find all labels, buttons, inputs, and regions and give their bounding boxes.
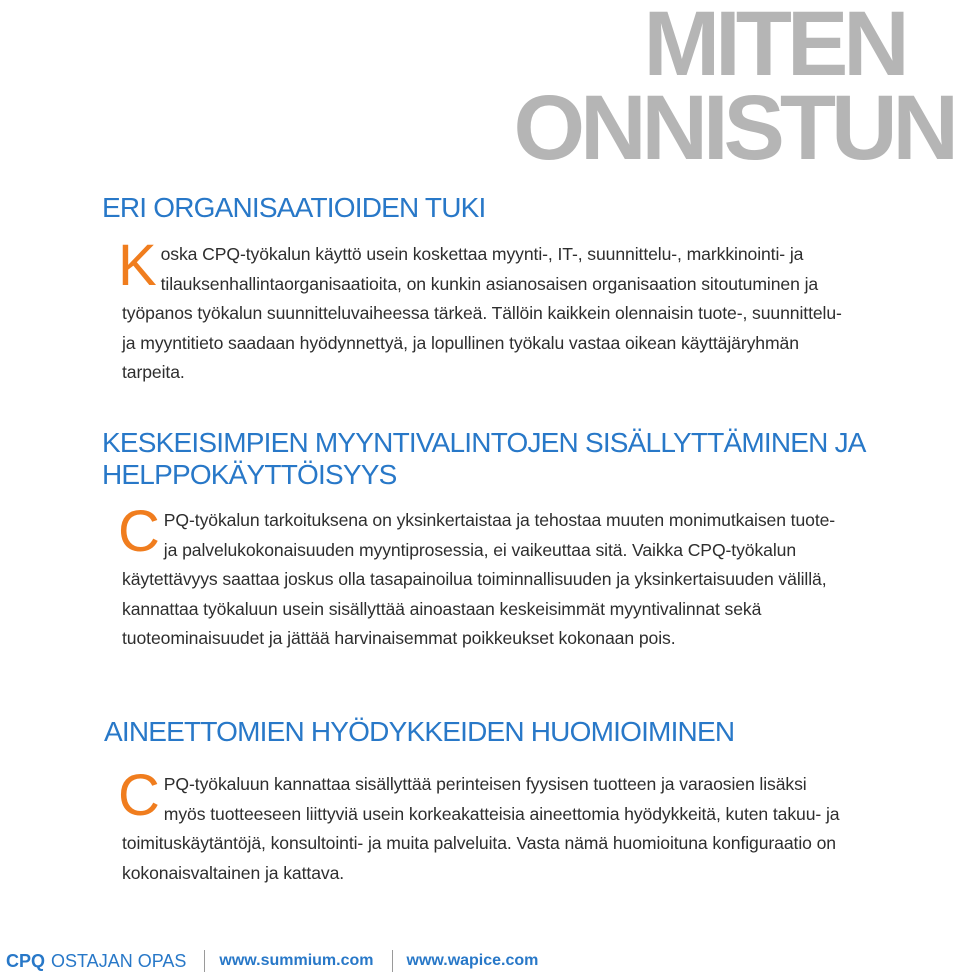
section-body-intangibles bbox=[118, 763, 842, 888]
section-body-organizations bbox=[118, 233, 842, 388]
footer-brand: CPQ bbox=[6, 950, 46, 971]
section-heading-sales-choices bbox=[102, 427, 866, 491]
footer-guide-title: OSTAJAN OPAS bbox=[51, 950, 187, 971]
section-heading-intangibles: AINEETTOMIEN HYÖDYKKEIDEN HUOMIOIMINEN bbox=[104, 716, 735, 747]
section-body-text: PQ-työkaluun kannattaa sisällyttää perinteisen fyysisen tuotteen ja varaosien lisäksi myös tuotteeseen liittyviä usein korkeakatteisia aineettomia hyödykkeitä, kuten takuu- ja toimituskäytäntöjä, konsultointi- ja muita palveluita. Vasta nämä huomioituna konfiguraatio on kokonaisvaltainen ja kattava. bbox=[122, 774, 840, 883]
dropcap-k: K bbox=[118, 233, 157, 298]
footer-divider bbox=[392, 950, 393, 972]
section-body-text: oska CPQ-työkalun käyttö usein koskettaa myynti-, IT-, suunnittelu-, markkinointi- ja tilauksenhallintaorganisaatioita, on kunkin asianosaisen organisaation sitoutuminen ja työpanos työkalun suunnitteluvaiheessa tärkeä. Tällöin kaikkein olennaisin tuote-, suunnittelu- ja myyntitieto saadaan hyödynnettyä, ja lopullinen työkalu vastaa oikean käyttäjäryhmän tarpeita. bbox=[122, 244, 842, 382]
section-heading-line2: HELPPOKÄYTTÖISYYS bbox=[102, 459, 397, 490]
dropcap-c: C bbox=[118, 763, 160, 828]
section-body-sales-choices bbox=[118, 499, 842, 654]
footer-link-summium[interactable]: www.summium.com bbox=[219, 952, 374, 969]
page-title-line2: ONNISTUN bbox=[513, 77, 954, 179]
section-heading-organizations: ERI ORGANISAATIOIDEN TUKI bbox=[102, 192, 486, 223]
dropcap-c: C bbox=[118, 499, 160, 564]
footer-link-wapice[interactable]: www.wapice.com bbox=[406, 952, 539, 969]
section-body-text: PQ-työkalun tarkoituksena on yksinkertaistaa ja tehostaa muuten monimutkaisen tuote- ja palvelukokonaisuuden myyntiprosessia, ei vaikeuttaa sitä. Vaikka CPQ-työkalun käytettävyys saattaa joskus olla tasapainoilua toiminnallisuuden ja yksinkertaisuuden välillä, kannattaa työkaluun usein sisällyttää ainoastaan keskeisimmät myyntivalinnat sekä tuoteominaisuudet ja jättää harvinaisemmat poikkeukset kokonaan pois. bbox=[122, 510, 836, 648]
page-footer bbox=[6, 946, 538, 976]
footer-divider bbox=[204, 950, 205, 972]
section-heading-line1: KESKEISIMPIEN MYYNTIVALINTOJEN SISÄLLYTTÄMINEN JA bbox=[102, 427, 866, 458]
page-title bbox=[513, 0, 954, 179]
page-title-line1: MITEN bbox=[643, 0, 905, 95]
